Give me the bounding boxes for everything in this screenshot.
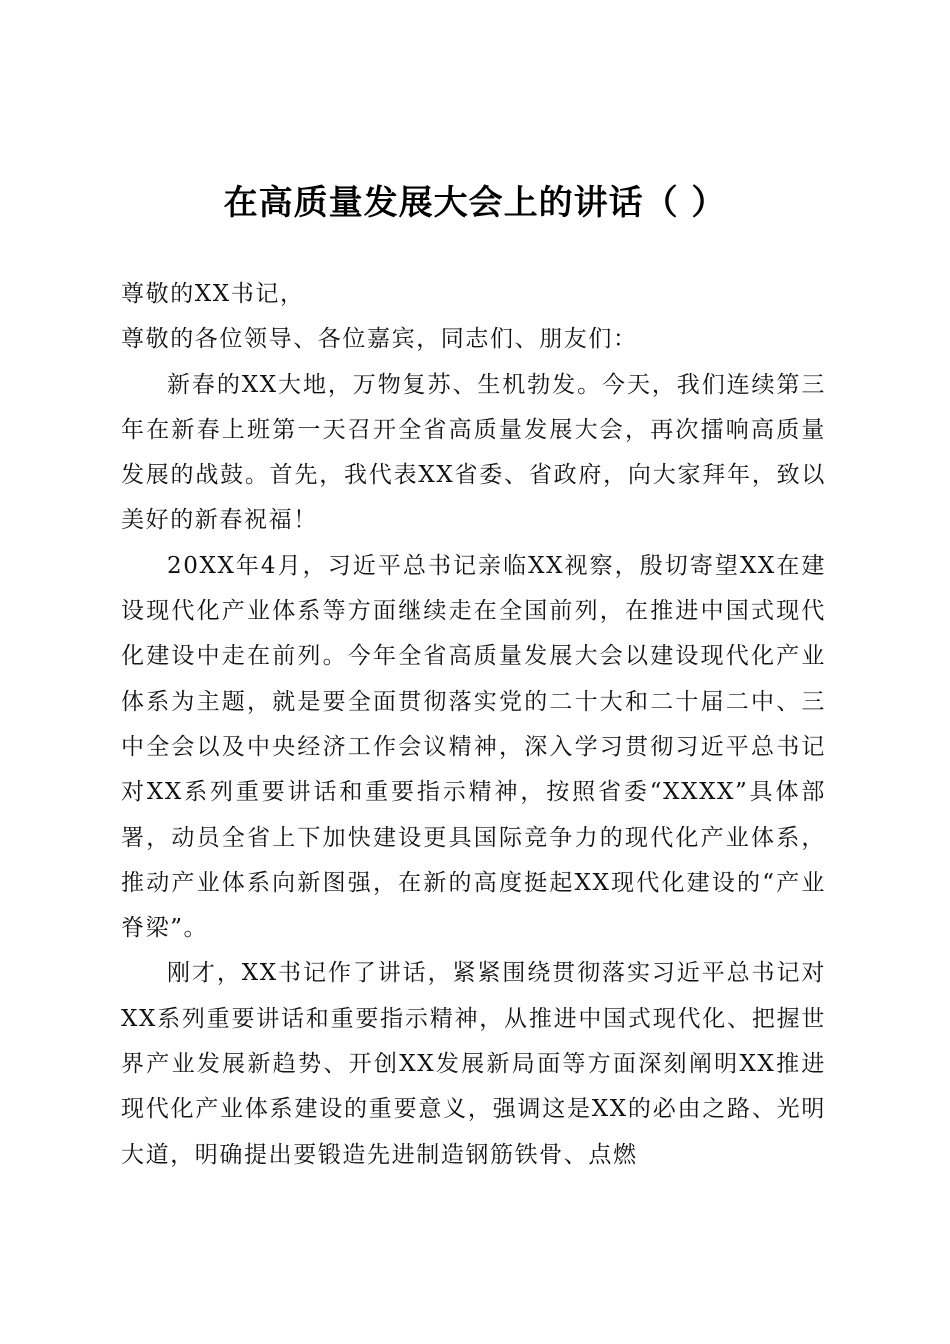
document-title: 在高质量发展大会上的讲话（ ） [223, 183, 727, 223]
salutation-line-2: 尊敬的各位领导、各位嘉宾，同志们、朋友们： [121, 326, 638, 353]
salutation-line-1: 尊敬的XX书记， [121, 281, 305, 307]
body-paragraph-3: 刚才，XX书记作了讲话，紧紧围绕贯彻落实习近平总书记对XX系列重要讲话和重要指示精神，从推进中国式现代化、把握世界产业发展新趋势、开创XX发展新局面等方面深刻阐明XX推进现代化产业体系建设的重要意义，强调这是XX的必由之路、光明大道，明确提出要锻造先进制造钢筋铁骨、点燃 [121, 960, 826, 1168]
document-body [121, 272, 826, 1178]
body-paragraph-1: 新春的XX大地，万物复苏、生机勃发。今天，我们连续第三年在新春上班第一天召开全省高质量发展大会，再次擂响高质量发展的战鼓。首先，我代表XX省委、省政府，向大家拜年，致以美好的新春祝福！ [121, 371, 826, 534]
body-paragraph-2: 20XX年4月，习近平总书记亲临XX视察，殷切寄望XX在建设现代化产业体系等方面继续走在全国前列，在推进中国式现代化建设中走在前列。今年全省高质量发展大会以建设现代化产业体系为主题，就是要全面贯彻落实党的二十大和二十届二中、三中全会以及中央经济工作会议精神，深入学习贯彻习近平总书记对XX系列重要讲话和重要指示精神，按照省委“XXXX”具体部署，动员全省上下加快建设更具国际竞争力的现代化产业体系，推动产业体系向新图强，在新的高度挺起XX现代化建设的“产业脊梁”。 [121, 552, 826, 942]
